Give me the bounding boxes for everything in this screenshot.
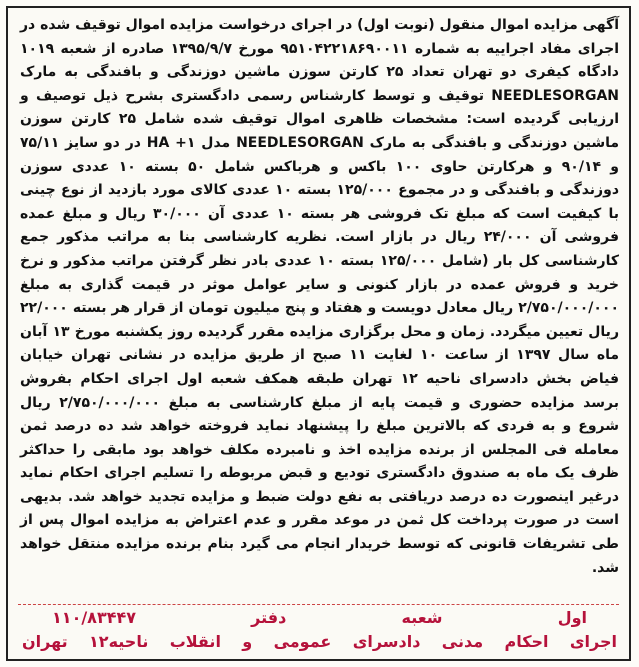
footer-word: تهران (22, 632, 68, 651)
footer-branch-label: شعبه (401, 608, 443, 627)
footer-word: عمومی (273, 632, 332, 651)
footer-office-label: دفتر (251, 608, 287, 627)
footer-word: و (242, 632, 253, 651)
footer-branch-number: اول (557, 608, 587, 627)
footer-reference-row (22, 608, 617, 627)
footer-reference-number: ۱۱۰/۸۳۴۴۷ (52, 608, 136, 627)
footer-word: دادسرای (352, 632, 421, 651)
footer-word: احکام (504, 632, 549, 651)
notice-body: آگهی مزایده اموال منقول (نوبت اول) در اجرای درخواست مزایده اموال توقیف شده در اجرای مفاد اجراییه به شماره ۹۵۱۰۴۲۲۱۸۶۹۰۰۱۱ مورخ ۱۳۹۵/۹/۷ صادره از شعبه ۱۰۱۹ دادگاه کیفری دو تهران تعداد ۲۵ کارتن سوزن ماشین دوزندگی و بافندگی به مارک NEEDLESORGAN توقیف و توسط کارشناس رسمی دادگستری بشرح ذیل توصیف و ارزیابی گردیده است: مشخصات ظاهری اموال توقیف شده شامل ۲۵ کارتن سوزن ماشین دوزندگی و بافندگی به مارک NEEDLESORGAN مدل ۱+ HA در دو سایز ۷۵/۱۱ و ۹۰/۱۴ و هرکارتن حاوی ۱۰۰ باکس و هرباکس شامل ۵۰ بسته ۱۰ عددی سوزن دوزندگی و بافندگی و در مجموع ۱۲۵/۰۰۰ بسته ۱۰ عددی کالای مورد بازدید از نوع چینی با کیفیت است که مبلغ تک فروشی هر بسته ۱۰ عددی آن ۳۰/۰۰۰ ریال و مبلغ عمده فروشی آن ۲۴/۰۰۰ ریال در بازار است. نظریه کارشناسی بنا به مراتب مذکور جمع کارشناسی کل بار (شامل ۱۲۵/۰۰۰ بسته ۱۰ عددی بادر نظر گرفتن مراتب مذکور و نرخ خرید و فروش عمده در بازار کنونی و سایر عوامل موثر در قیمت گذاری به مبلغ ۲/۷۵۰/۰۰۰/۰۰۰ ریال معادل دویست و هفتاد و پنج میلیون تومان از قرار هر بسته ۲۲/۰۰۰ ریال تعیین میگردد. زمان و محل برگزاری مزایده مقرر گردیده روز یکشنبه مورخ ۱۳ آبان ماه سال ۱۳۹۷ از ساعت ۱۰ لغایت ۱۱ صبح از طریق مزایده در نشانی تهران خیابان فیاض بخش دادسرای ناحیه ۱۲ تهران طبقه همکف شعبه اول اجرای احکام بفروش برسد مزایده حضوری و قیمت پایه از مبلغ کارشناسی به مبلغ ۲/۷۵۰/۰۰۰/۰۰۰ ریال شروع و به فردی که بالاترین مبلغ را پیشنهاد نماید فروخته خواهد شد ده درصد ثمن معامله فی المجلس از برنده مزایده اخذ و نامبرده مکلف خواهد بود مابقی را حداکثر ظرف یک ماه به صندوق دادگستری تودیع و قبض مربوطه را تسلیم اجرای احکام نماید درغیر اینصورت ده درصد دریافتی به نفع دولت ضبط و مزایده تجدید خواهد شد. بدیهی است در صورت پرداخت کل ثمن در موعد مقرر و عدم اعتراض به مزایده اموال پس از طی تشریفات قانونی که توسط خریدار انجام می گیرد بنام برنده مزایده منتقل خواهد شد. (20, 17, 620, 576)
footer-divider (18, 604, 619, 605)
auction-notice (6, 6, 631, 661)
footer-word: انقلاب (169, 632, 221, 651)
footer-word: اجرای (569, 632, 617, 651)
footer-word: مدنی (441, 632, 484, 651)
footer-word: ناحیه۱۲ (89, 632, 149, 651)
footer-issuer-row (22, 632, 617, 651)
